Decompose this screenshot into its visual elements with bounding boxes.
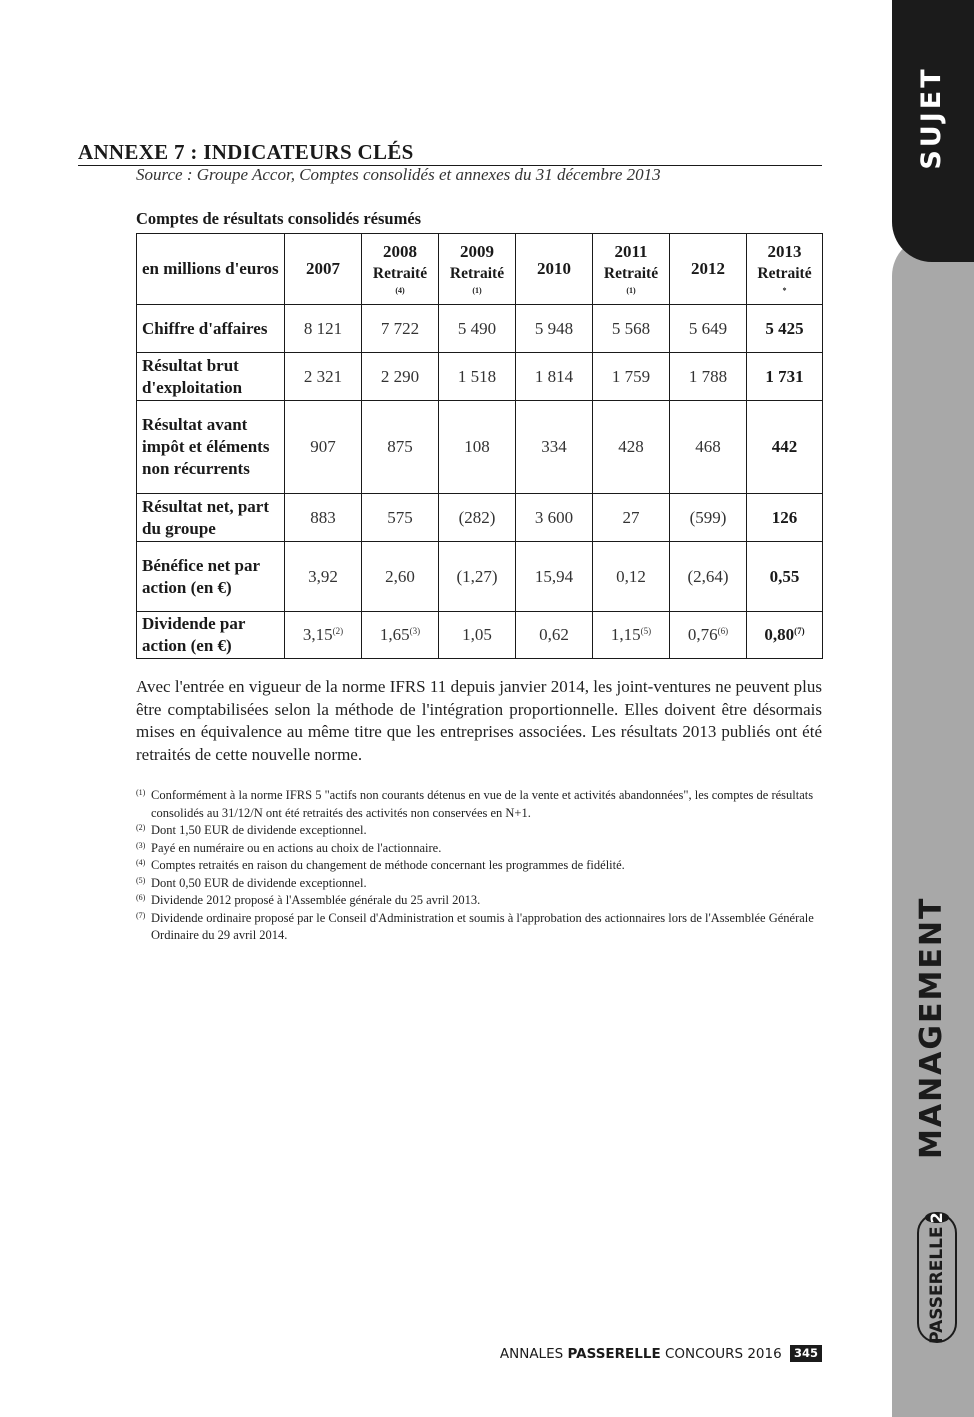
table-cell: 468 bbox=[670, 401, 747, 494]
explanatory-paragraph: Avec l'entrée en vigueur de la norme IFRS 11 depuis janvier 2014, les joint-ventures ne peuvent plus être comptabilisées selon la méthode de l'intégration proportionnelle. Elles doivent être désormais mises en équivalence au même titre que les entreprises associées. Les résultats 2013 publiés ont été retraités de cette nouvelle norme. bbox=[136, 677, 822, 764]
footnote: (4) Comptes retraités en raison du changement de méthode concernant les programmes de fidélité. bbox=[136, 858, 625, 872]
section-label-sujet: SUJET bbox=[916, 66, 947, 170]
table-cell: 8 121 bbox=[285, 305, 362, 353]
footnote: (3) Payé en numéraire ou en actions au choix de l'actionnaire. bbox=[136, 840, 442, 855]
table-cell: 0,76$^{(6)}$ bbox=[670, 612, 747, 659]
footer-suffix: CONCOURS 2016 bbox=[665, 1346, 782, 1362]
table-row bbox=[137, 401, 823, 494]
source-line: Source : Groupe Accor, Comptes consolidés et annexes du 31 décembre 2013 bbox=[136, 165, 661, 184]
table-cell: 0,80$^{(7)}$ bbox=[747, 612, 823, 659]
passerelle-logo bbox=[917, 1213, 957, 1343]
table-cell: 1 518 bbox=[439, 353, 516, 401]
table-cell: 5 948 bbox=[516, 305, 593, 353]
page-footer bbox=[480, 1343, 822, 1365]
footnote: (6) Dividende 2012 proposé à l'Assemblée générale du 25 avril 2013. bbox=[136, 893, 481, 907]
table-row bbox=[137, 305, 823, 353]
table-row bbox=[137, 612, 823, 659]
table-cell: 1,05 bbox=[439, 612, 516, 659]
table-cell: 2 321 bbox=[285, 353, 362, 401]
table-cell: 907 bbox=[285, 401, 362, 494]
table-cell: 883 bbox=[285, 494, 362, 542]
row-label: Résultat net, part du groupe bbox=[137, 494, 285, 542]
table-cell: 875 bbox=[362, 401, 439, 494]
table-cell: 108 bbox=[439, 401, 516, 494]
table-cell: 2,60 bbox=[362, 542, 439, 612]
table-cell: 5 568 bbox=[593, 305, 670, 353]
page-number: 345 bbox=[790, 1345, 822, 1362]
table-cell: (1,27) bbox=[439, 542, 516, 612]
table-cell: 1 788 bbox=[670, 353, 747, 401]
logo-text: PASSERELLE bbox=[927, 1226, 947, 1344]
table-cell: 3 600 bbox=[516, 494, 593, 542]
table-cell: 7 722 bbox=[362, 305, 439, 353]
section-label-management: MANAGEMENT bbox=[914, 896, 949, 1159]
unit-label: en millions d'euros bbox=[137, 234, 285, 305]
table-cell: 5 649 bbox=[670, 305, 747, 353]
table-cell: (2,64) bbox=[670, 542, 747, 612]
table-row bbox=[137, 494, 823, 542]
table-cell: 428 bbox=[593, 401, 670, 494]
table-cell: (599) bbox=[670, 494, 747, 542]
table-header-row bbox=[137, 234, 823, 305]
row-label: Bénéfice net par action (en €) bbox=[137, 542, 285, 612]
footnote: (7) Dividende ordinaire proposé par le Conseil d'Administration et soumis à l'approbation des actionnaires lors de l'Assemblée Générale Ordinaire du 29 avril 2014. bbox=[136, 910, 814, 942]
footnotes bbox=[136, 787, 822, 945]
table-cell: 442 bbox=[747, 401, 823, 494]
table-cell: 5 425 bbox=[747, 305, 823, 353]
table-cell: (282) bbox=[439, 494, 516, 542]
column-header: 2009 Retraité (1) bbox=[439, 234, 516, 305]
footer-brand: PASSERELLE bbox=[567, 1346, 661, 1362]
footer-prefix: ANNALES bbox=[499, 1346, 564, 1362]
row-label: Dividende par action (en €) bbox=[137, 612, 285, 659]
page-title: ANNEXE 7 : INDICATEURS CLÉS bbox=[78, 139, 822, 166]
table-cell: 3,15$^{(2)}$ bbox=[285, 612, 362, 659]
table-title: Comptes de résultats consolidés résumés bbox=[136, 209, 422, 228]
table-cell: 126 bbox=[747, 494, 823, 542]
table-cell: 3,92 bbox=[285, 542, 362, 612]
row-label: Résultat avant impôt et éléments non récurrents bbox=[137, 401, 285, 494]
table-cell: 1 731 bbox=[747, 353, 823, 401]
footnote: (1) Conformément à la norme IFRS 5 "actifs non courants détenus en vue de la vente et activités abandonnées", les comptes de résultats consolidés au 31/12/N ont été retraités des activités non conservées en N+1. bbox=[136, 788, 814, 820]
table-cell: 0,12 bbox=[593, 542, 670, 612]
column-header: 2008 Retraité (4) bbox=[362, 234, 439, 305]
table-cell: 1,65$^{(3)}$ bbox=[362, 612, 439, 659]
table-row bbox=[137, 542, 823, 612]
table-cell: 2 290 bbox=[362, 353, 439, 401]
table-cell: 5 490 bbox=[439, 305, 516, 353]
table-row bbox=[137, 353, 823, 401]
table-cell: 27 bbox=[593, 494, 670, 542]
column-header: 2012 bbox=[670, 234, 747, 305]
table-cell: 1 759 bbox=[593, 353, 670, 401]
column-header: 2013 Retraité * bbox=[747, 234, 823, 305]
table-cell: 575 bbox=[362, 494, 439, 542]
table-cell: 1 814 bbox=[516, 353, 593, 401]
footnote: (2) Dont 1,50 EUR de dividende exceptionnel. bbox=[136, 823, 367, 837]
column-header: 2007 bbox=[285, 234, 362, 305]
table-cell: 15,94 bbox=[516, 542, 593, 612]
table-cell: 0,55 bbox=[747, 542, 823, 612]
table-cell: 0,62 bbox=[516, 612, 593, 659]
table-cell: 1,15$^{(5)}$ bbox=[593, 612, 670, 659]
logo-number: 2 bbox=[925, 1212, 949, 1223]
row-label: Chiffre d'affaires bbox=[137, 305, 285, 353]
results-table bbox=[136, 233, 823, 659]
column-header: 2011 Retraité (1) bbox=[593, 234, 670, 305]
footnote: (5) Dont 0,50 EUR de dividende exceptionnel. bbox=[136, 875, 367, 890]
column-header: 2010 bbox=[516, 234, 593, 305]
row-label: Résultat brut d'exploitation bbox=[137, 353, 285, 401]
table-cell: 334 bbox=[516, 401, 593, 494]
